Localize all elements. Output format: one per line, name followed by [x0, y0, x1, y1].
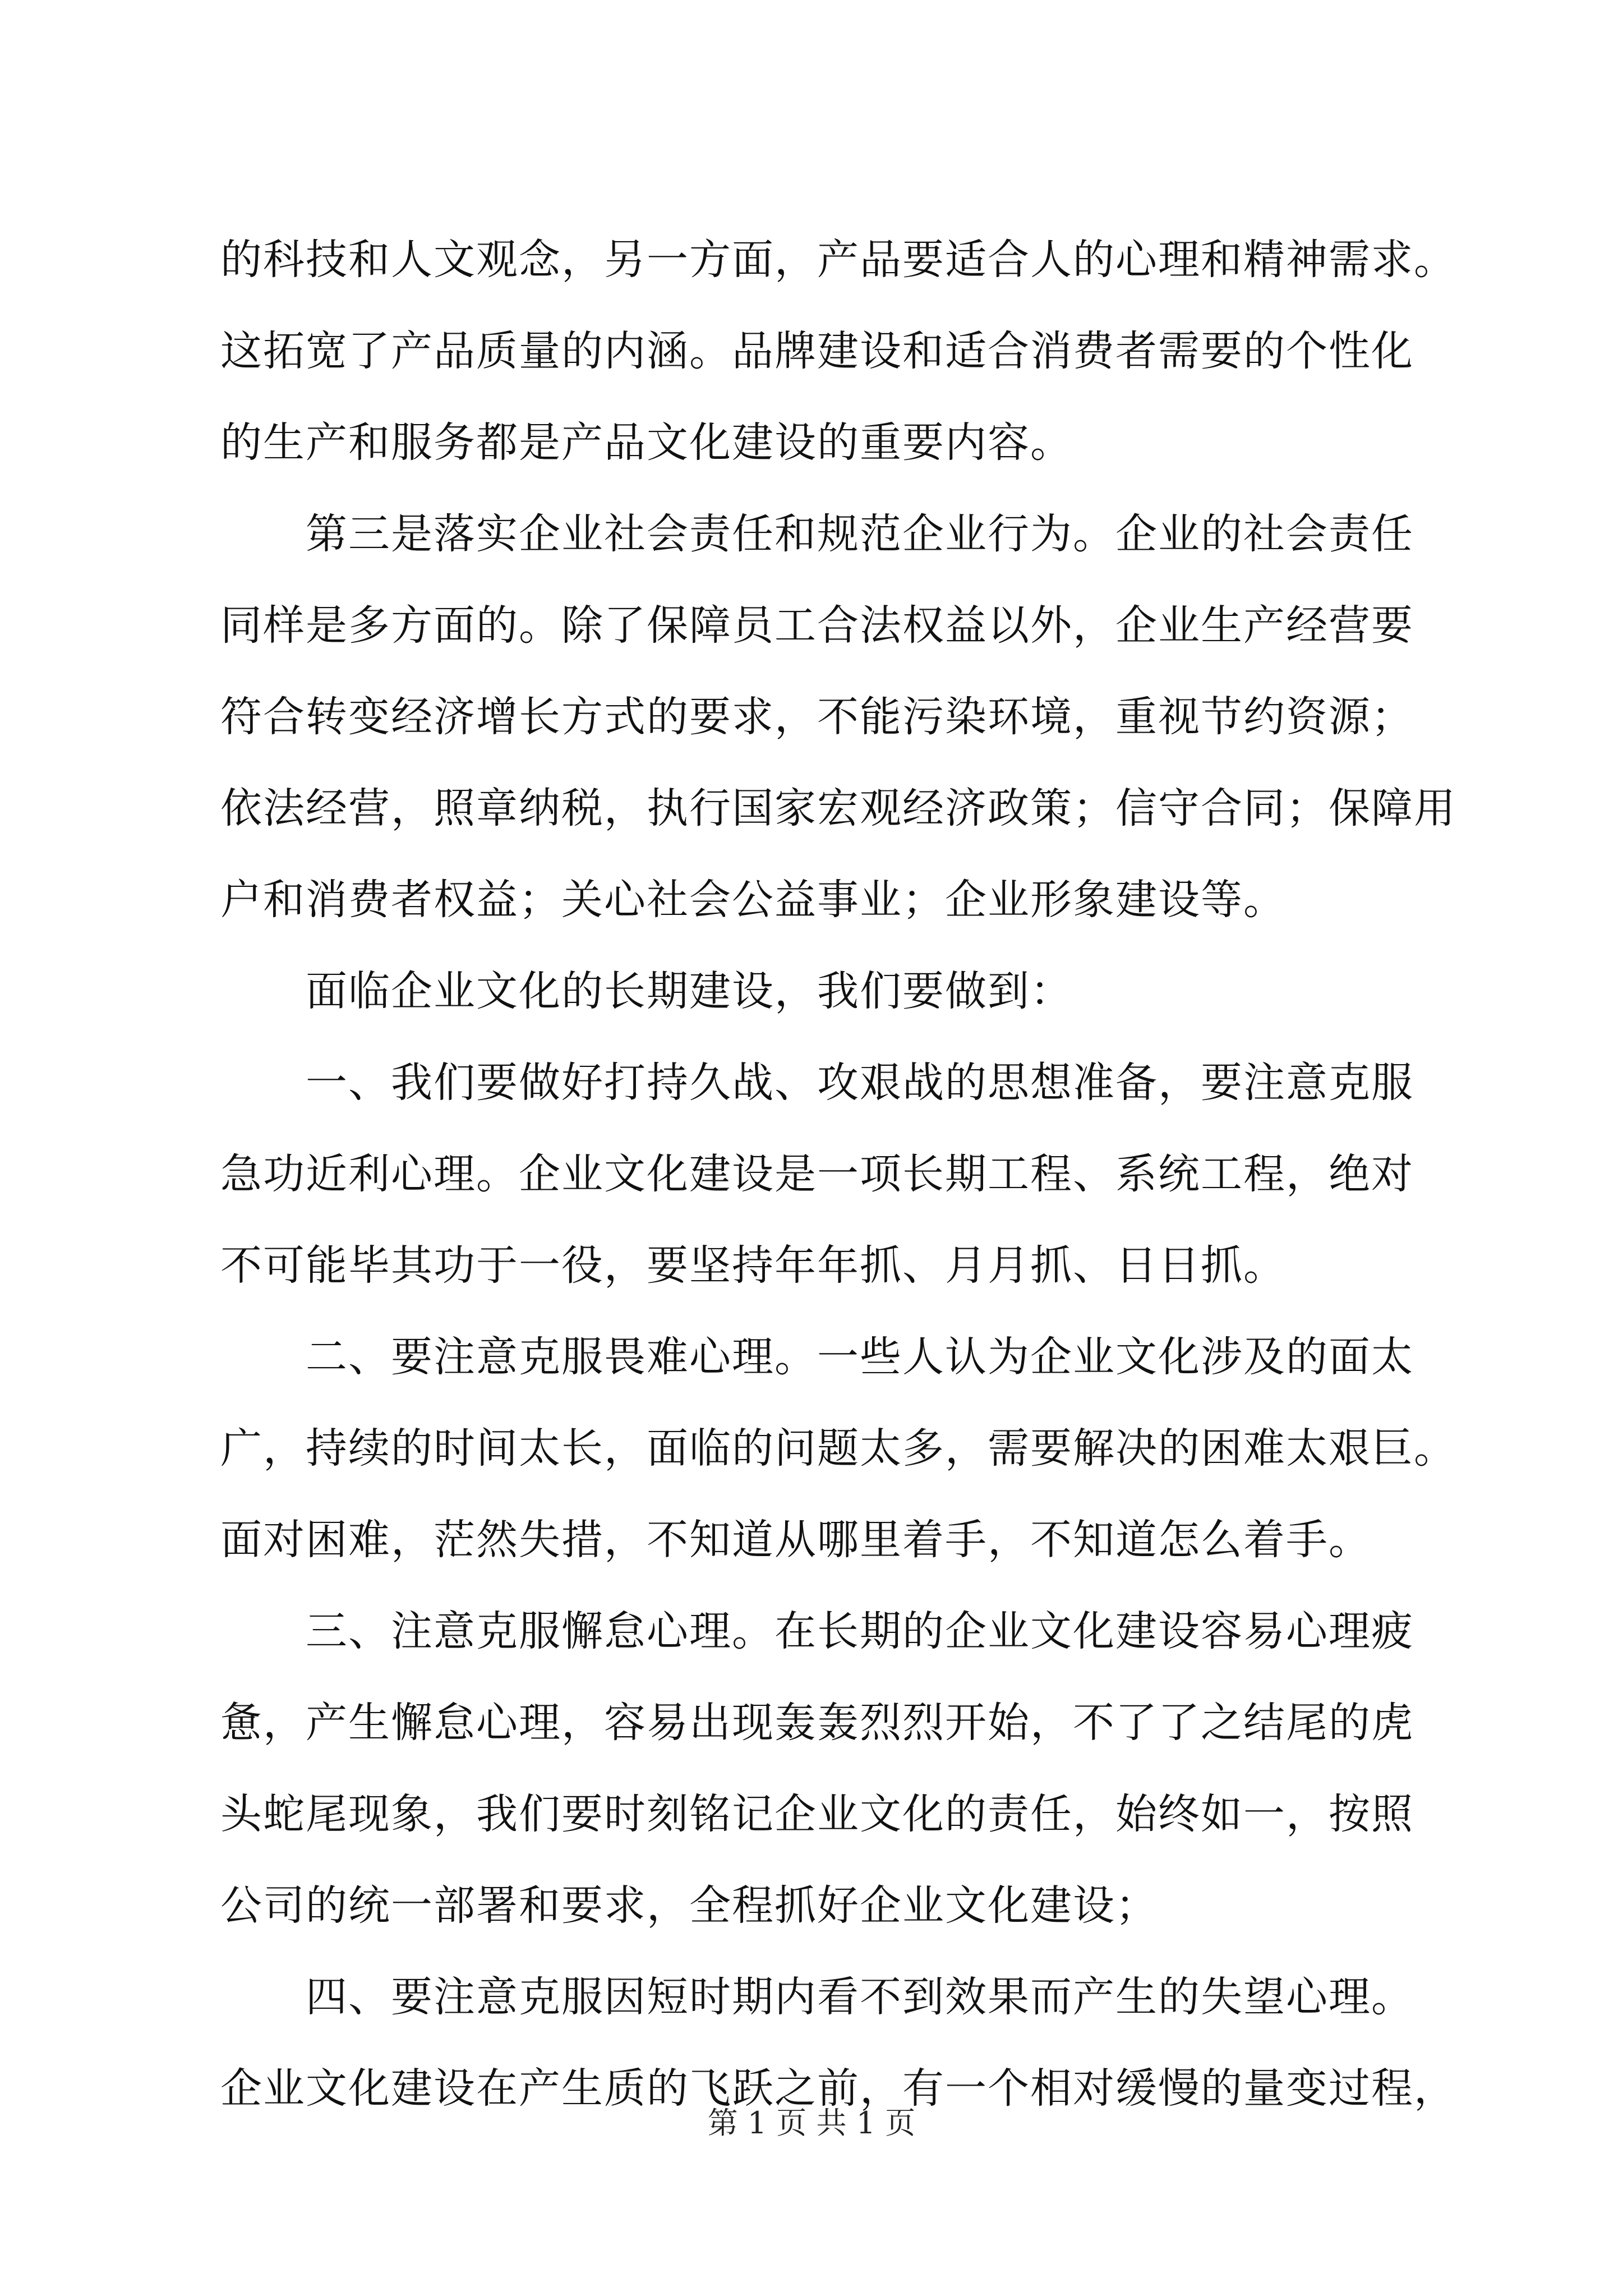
- text-line: 依法经营，照章纳税，执行国家宏观经济政策；信守合同；保障用: [220, 784, 1456, 832]
- text-line: 公司的统一部署和要求，全程抓好企业文化建设；: [220, 1881, 1158, 1930]
- text-line: 惫，产生懈怠心理，容易出现轰轰烈烈开始，不了了之结尾的虎: [220, 1699, 1414, 1747]
- document-body: [220, 214, 1456, 2134]
- text-line: 二、要注意克服畏难心理。一些人认为企业文化涉及的面太: [306, 1333, 1414, 1381]
- text-line: 面对困难，茫然失措，不知道从哪里着手，不知道怎么着手。: [220, 1516, 1371, 1564]
- text-line: 符合转变经济增长方式的要求，不能污染环境，重视节约资源；: [220, 693, 1414, 741]
- text-line: 三、注意克服懈怠心理。在长期的企业文化建设容易心理疲: [306, 1607, 1414, 1655]
- text-line: 头蛇尾现象，我们要时刻铭记企业文化的责任，始终如一，按照: [220, 1790, 1414, 1838]
- text-line: 的科技和人文观念，另一方面，产品要适合人的心理和精神需求。: [220, 236, 1456, 284]
- text-line: 户和消费者权益；关心社会公益事业；企业形象建设等。: [220, 876, 1286, 924]
- text-line: 急功近利心理。企业文化建设是一项长期工程、系统工程，绝对: [220, 1150, 1414, 1198]
- text-line: 四、要注意克服因短时期内看不到效果而产生的失望心理。: [306, 1973, 1414, 2021]
- text-line: 企业文化建设在产生质的飞跃之前，有一个相对缓慢的量变过程，: [220, 2064, 1456, 2113]
- text-line: 一、我们要做好打持久战、攻艰战的思想准备，要注意克服: [306, 1059, 1414, 1107]
- text-line: 这拓宽了产品质量的内涵。品牌建设和适合消费者需要的个性化: [220, 327, 1414, 375]
- text-line: 广，持续的时间太长，面临的问题太多，需要解决的困难太艰巨。: [220, 1424, 1456, 1473]
- text-line: 的生产和服务都是产品文化建设的重要内容。: [220, 418, 1073, 467]
- text-line: 第三是落实企业社会责任和规范企业行为。企业的社会责任: [306, 510, 1414, 558]
- page-footer: 第 1 页 共 1 页: [707, 2105, 916, 2141]
- text-line: 不可能毕其功于一役，要坚持年年抓、月月抓、日日抓。: [220, 1241, 1286, 1290]
- text-line: 同样是多方面的。除了保障员工合法权益以外，企业生产经营要: [220, 601, 1414, 650]
- text-line: 面临企业文化的长期建设，我们要做到：: [306, 967, 1073, 1015]
